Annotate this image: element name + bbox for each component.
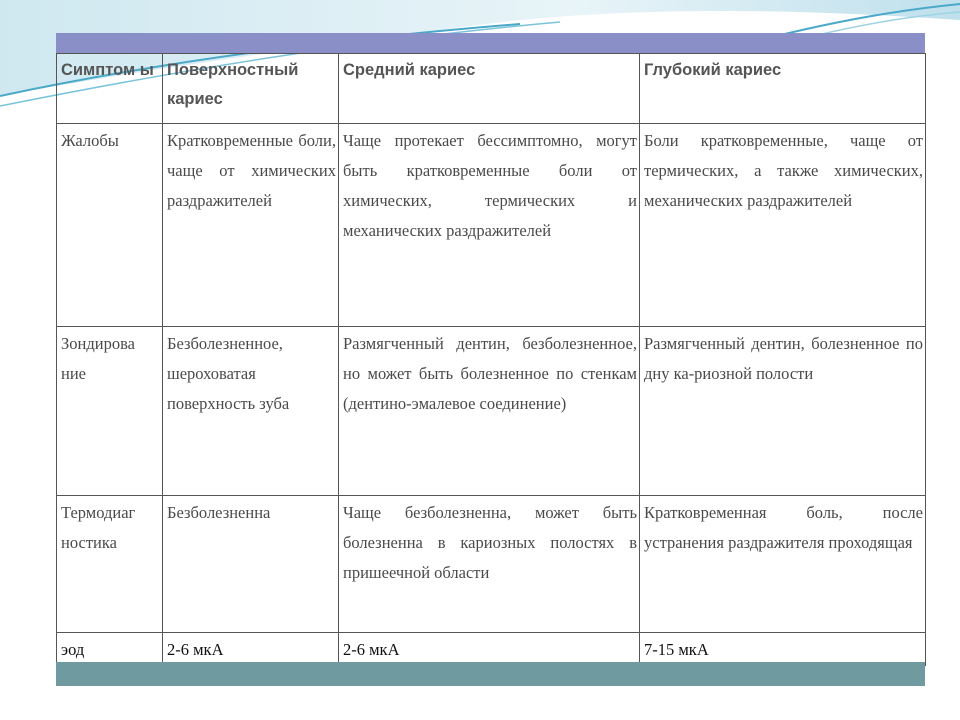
cell-medium: Чаще безболезненна, может быть болезненна в кариозных полостях в пришеечной области: [339, 496, 640, 633]
cell-deep: Размягченный дентин, болезненное по дну ка-риозной полости: [640, 327, 926, 496]
cell-symptom: Жалобы: [57, 124, 163, 327]
caries-comparison-table: [56, 53, 926, 666]
cell-superficial: 2-6 мкА: [163, 633, 339, 666]
cell-deep: 7-15 мкА: [640, 633, 926, 666]
header-symptom: Симптом ы: [57, 54, 163, 124]
cell-superficial: Безболезненна: [163, 496, 339, 633]
cell-deep: Боли кратковременные, чаще от термических, а также химических, механических раздражителей: [640, 124, 926, 327]
header-deep-caries: Глубокий кариес: [640, 54, 926, 124]
cell-superficial: Кратковременные боли, чаще от химических раздражителей: [163, 124, 339, 327]
table-row-probing: [57, 327, 926, 496]
cell-deep: Кратковременная боль, после устранения раздражителя проходящая: [640, 496, 926, 633]
table-row-complaints: [57, 124, 926, 327]
cell-symptom: Зондирова ние: [57, 327, 163, 496]
table-header-row: [57, 54, 926, 124]
cell-medium: Размягченный дентин, безболезненное, но может быть болезненное по стенкам (дентино-эмалевое соединение): [339, 327, 640, 496]
title-bar: [56, 33, 925, 53]
cell-medium: Чаще протекает бессимптомно, могут быть кратковременные боли от химических, термических и механических раздражителей: [339, 124, 640, 327]
cell-symptom: Термодиаг ностика: [57, 496, 163, 633]
cell-medium: 2-6 мкА: [339, 633, 640, 666]
table-row-thermodiagnostics: [57, 496, 926, 633]
cell-symptom: эод: [57, 633, 163, 666]
table-row-eod: [57, 633, 926, 666]
header-superficial-caries: Поверхностный кариес: [163, 54, 339, 124]
footer-bar: [56, 662, 925, 686]
header-medium-caries: Средний кариес: [339, 54, 640, 124]
cell-superficial: Безболезненное, шероховатая поверхность зуба: [163, 327, 339, 496]
